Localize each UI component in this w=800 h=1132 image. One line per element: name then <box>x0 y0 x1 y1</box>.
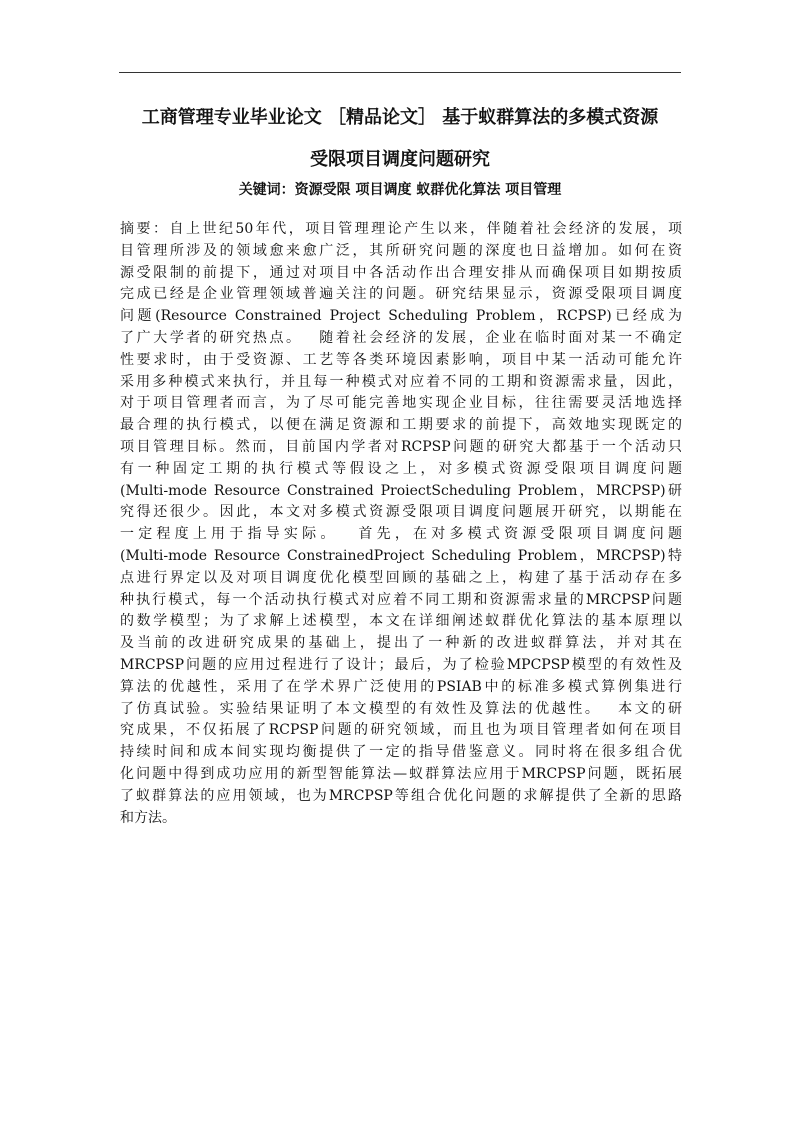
document-title-line-2: 受限项目调度问题研究 <box>310 149 490 170</box>
abstract-line: 了仿真试验。实验结果证明了本文模型的有效性及算法的优越性。 本文的研 <box>120 700 682 717</box>
abstract-line: 有一种固定工期的执行模式等假设之上，对多模式资源受限项目调度问题 <box>120 460 682 477</box>
abstract-line: 究成果，不仅拓展了RCPSP问题的研究领域，而且也为项目管理者如何在项目 <box>120 722 682 739</box>
header-rule <box>119 72 681 73</box>
abstract-line: 完成已经是企业管理领域普遍关注的问题。研究结果显示，资源受限项目调度 <box>120 286 682 303</box>
abstract-line: 对于项目管理者而言，为了尽可能完善地实现企业目标，往往需要灵活地选择 <box>120 395 682 412</box>
abstract-line: 持续时间和成本间实现均衡提供了一定的指导借鉴意义。同时将在很多组合优 <box>120 744 682 761</box>
abstract-line: 摘要：自上世纪50年代，项目管理理论产生以来，伴随着社会经济的发展，项 <box>120 221 682 237</box>
abstract-line: 最合理的执行模式，以便在满足资源和工期要求的前提下，高效地实现既定的 <box>120 417 682 434</box>
abstract-line: 了广大学者的研究热点。 随着社会经济的发展，企业在临时面对某一不确定 <box>120 329 682 346</box>
abstract-line: (Multi-mode Resource Constrained ProiectScheduling Problem，MRCPSP)研 <box>120 482 682 499</box>
abstract-line: MRCPSP问题的应用过程进行了设计；最后，为了检验MPCPSP模型的有效性及 <box>120 656 682 673</box>
keywords-line: 关键词：资源受限 项目调度 蚁群优化算法 项目管理 <box>238 182 562 198</box>
document-title-line-1: 工商管理专业毕业论文 ［精品论文］ 基于蚁群算法的多模式资源 <box>141 107 659 128</box>
abstract-line: 了蚁群算法的应用领域，也为MRCPSP等组合优化问题的求解提供了全新的思路 <box>120 787 682 804</box>
abstract-line: 性要求时，由于受资源、工艺等各类环境因素影响，项目中某一活动可能允许 <box>120 351 682 368</box>
abstract-line: 化问题中得到成功应用的新型智能算法—蚁群算法应用于MRCPSP问题，既拓展 <box>120 765 682 782</box>
abstract-line: 究得还很少。因此，本文对多模式资源受限项目调度问题展开研究，以期能在 <box>120 504 682 521</box>
abstract-line: 目管理所涉及的领域愈来愈广泛，其所研究问题的深度也日益增加。如何在资 <box>120 242 682 259</box>
abstract-line: 及当前的改进研究成果的基础上，提出了一种新的改进蚁群算法，并对其在 <box>120 635 682 652</box>
abstract-line: 项目管理目标。然而，目前国内学者对RCPSP问题的研究大都基于一个活动只 <box>120 438 682 455</box>
abstract-line: 点进行界定以及对项目调度优化模型回顾的基础之上，构建了基于活动存在多 <box>120 569 682 586</box>
abstract-line: 和方法。 <box>120 809 176 826</box>
abstract-line: 算法的优越性，采用了在学术界广泛使用的PSIAB中的标准多模式算例集进行 <box>120 678 682 695</box>
abstract-line: 源受限制的前提下，通过对项目中各活动作出合理安排从而确保项目如期按质 <box>120 264 682 281</box>
abstract-line: 采用多种模式来执行，并且每一种模式对应着不同的工期和资源需求量，因此， <box>120 373 682 390</box>
abstract-line: 的数学模型；为了求解上述模型，本文在详细阐述蚁群优化算法的基本原理以 <box>120 613 682 630</box>
abstract-line: 种执行模式，每一个活动执行模式对应着不同工期和资源需求量的MRCPSP问题 <box>120 591 682 608</box>
abstract-line: (Multi-mode Resource ConstrainedProject Scheduling Problem，MRCPSP)特 <box>120 547 682 564</box>
abstract-line: 问题(Resource Constrained Project Scheduling Problem，RCPSP)已经成为 <box>120 308 682 325</box>
abstract-line: 一定程度上用于指导实际。 首先，在对多模式资源受限项目调度问题 <box>120 526 682 543</box>
abstract-body <box>120 219 682 829</box>
